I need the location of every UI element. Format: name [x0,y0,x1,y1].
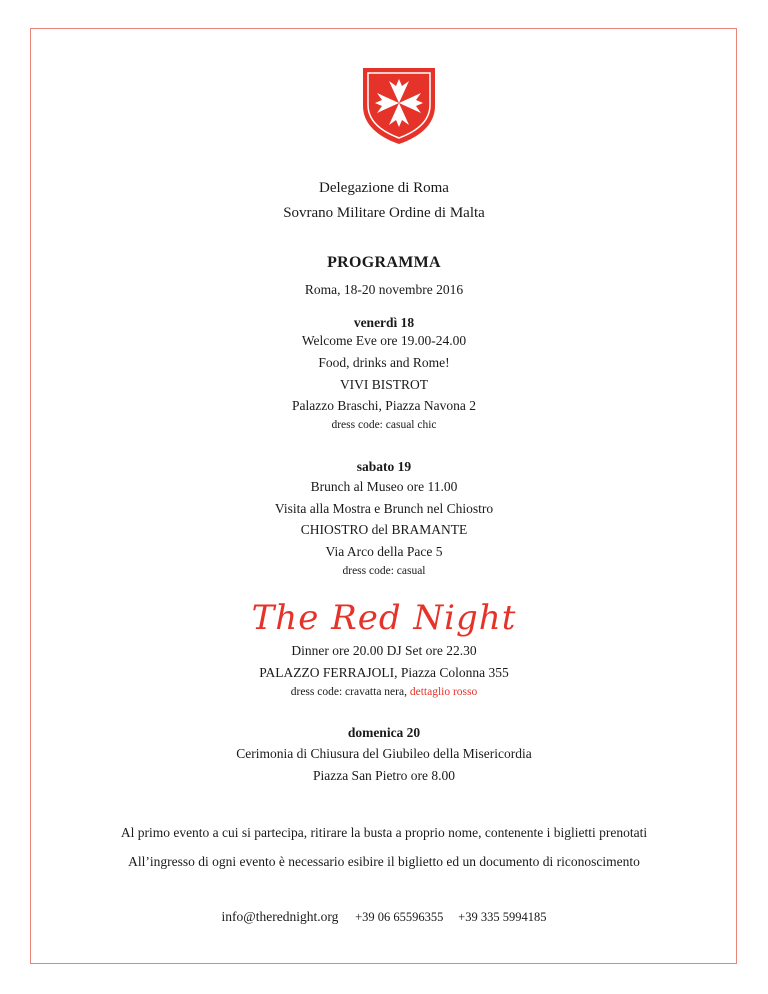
friday-dress-code: dress code: casual chic [331,419,437,431]
note-envelope: Al primo evento a cui si partecipa, ritirare la busta a proprio nome, contenente i biglietti prenotati [120,825,648,840]
red-night-title: The Red Night [251,598,517,638]
friday-event: Welcome Eve ore 19.00-24.00 [301,333,467,348]
saturday-dress-code: dress code: casual [342,565,426,577]
sunday-day: domenica 20 [347,725,421,740]
friday-day: venerdì 18 [353,315,415,330]
red-night-times: Dinner ore 20.00 DJ Set ore 22.30 [291,643,477,658]
program-title: PROGRAMMA [327,254,441,271]
header-order: Sovrano Militare Ordine di Malta [283,205,485,221]
contact-phone-1[interactable]: +39 06 65596355 [355,910,444,924]
dress-code-prefix: dress code: cravatta nera, [290,686,410,698]
contacts [0,909,768,925]
note-ticket: All’ingresso di ogni evento è necessario esibire il biglietto ed un documento di riconoscimento [128,854,640,869]
program-dates: Roma, 18-20 novembre 2016 [304,282,464,297]
saturday-address: Via Arco della Pace 5 [325,544,443,559]
friday-address: Palazzo Braschi, Piazza Navona 2 [291,398,477,413]
dress-code-highlight: dettaglio rosso [409,686,478,698]
sunday-location: Piazza San Pietro ore 8.00 [312,768,456,783]
friday-venue: VIVI BISTROT [339,377,429,392]
page-border [30,28,737,964]
red-night-venue: PALAZZO FERRAJOLI, Piazza Colonna 355 [259,665,509,680]
maltese-cross-shield-icon [361,66,437,146]
saturday-description: Visita alla Mostra e Brunch nel Chiostro [274,501,494,516]
sunday-event: Cerimonia di Chiusura del Giubileo della Misericordia [236,746,532,761]
contact-email[interactable]: info@therednight.org [221,909,339,924]
red-night-dress-code [0,686,768,698]
saturday-venue: CHIOSTRO del BRAMANTE [300,522,468,537]
saturday-event: Brunch al Museo ore 11.00 [310,479,458,494]
friday-tagline: Food, drinks and Rome! [318,355,450,370]
header-delegation: Delegazione di Roma [319,180,449,196]
contact-phone-2[interactable]: +39 335 5994185 [458,910,547,924]
saturday-day: sabato 19 [356,459,412,474]
